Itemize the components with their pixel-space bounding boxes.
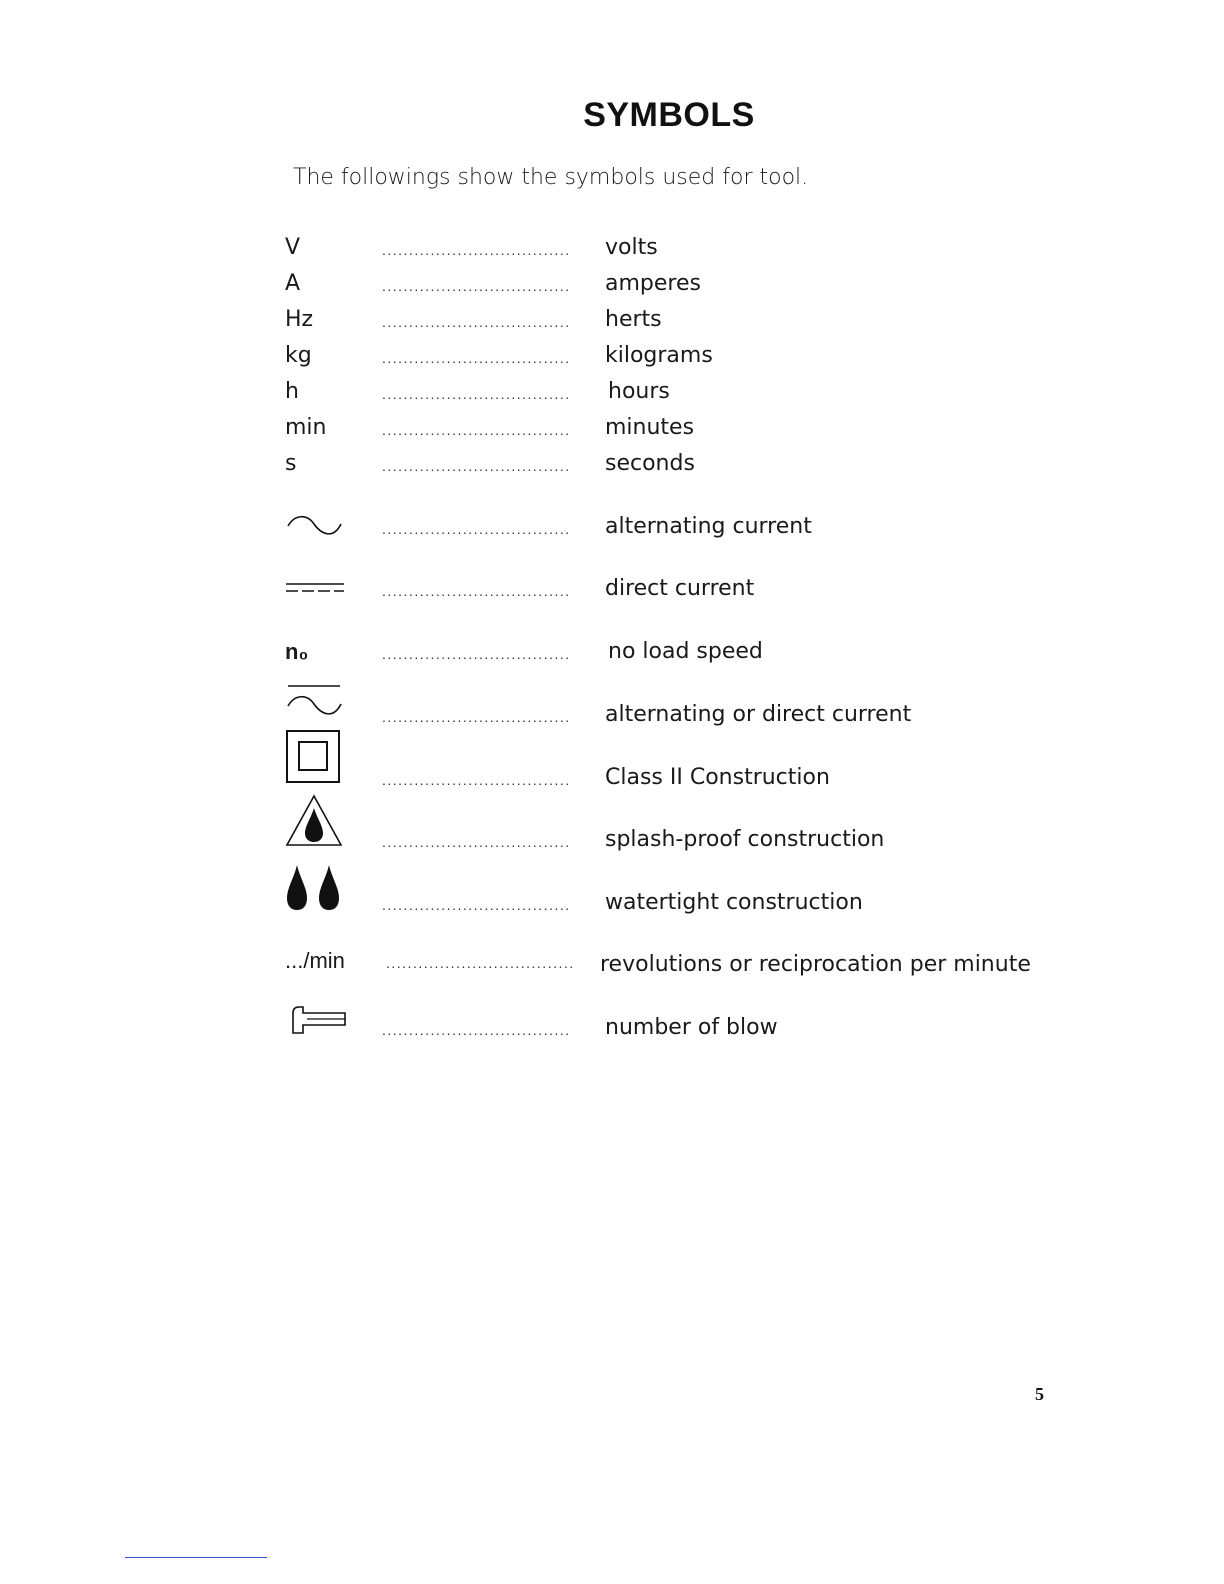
symbol-meaning: number of blow <box>605 1015 778 1040</box>
symbol-meaning: kilograms <box>605 343 713 368</box>
symbol-row-herts <box>285 305 1045 341</box>
symbol-text: h <box>285 379 299 404</box>
symbol-meaning: Class II Construction <box>605 765 830 790</box>
symbol-row-amperes <box>285 269 1045 305</box>
symbol-row-watertight <box>285 862 1045 918</box>
symbol-row-seconds <box>285 449 1045 485</box>
symbol-text: s <box>285 451 297 476</box>
symbol-meaning: direct current <box>605 576 755 601</box>
hammer-blow-icon <box>285 1003 365 1039</box>
symbol-text: kg <box>285 343 312 368</box>
symbol-meaning: splash-proof construction <box>605 827 885 852</box>
leader-dots: ................................... <box>382 897 571 913</box>
symbol-row-no-load-speed <box>285 637 1045 673</box>
symbol-row-per-minute <box>285 946 1045 982</box>
symbol-meaning: amperes <box>605 271 701 296</box>
alternating-current-icon <box>285 512 365 542</box>
leader-dots: ................................... <box>382 834 571 850</box>
symbol-meaning: hours <box>608 379 670 404</box>
symbol-row-volts <box>285 233 1045 269</box>
symbol-row-kilograms <box>285 341 1045 377</box>
splash-proof-icon <box>285 794 365 850</box>
ac-dc-icon <box>285 682 365 722</box>
symbol-row-minutes <box>285 413 1045 449</box>
leader-dots: ................................... <box>382 1022 571 1038</box>
footer-rule <box>125 1557 267 1558</box>
leader-dots: ................................... <box>382 422 571 438</box>
symbol-meaning: alternating or direct current <box>605 702 912 727</box>
class-ii-icon <box>285 729 365 785</box>
leader-dots: ................................... <box>382 709 571 725</box>
leader-dots: ................................... <box>382 521 571 537</box>
intro-text: The followings show the symbols used for tool. <box>293 165 809 190</box>
leader-dots: ................................... <box>382 772 571 788</box>
leader-dots: ................................... <box>382 314 571 330</box>
symbol-meaning: herts <box>605 307 662 332</box>
symbol-row-splash-proof <box>285 794 1045 850</box>
symbol-meaning: minutes <box>605 415 695 440</box>
symbol-meaning: volts <box>605 235 658 260</box>
symbol-row-hours <box>285 377 1045 413</box>
direct-current-icon <box>285 574 365 604</box>
symbol-text: A <box>285 271 301 296</box>
symbol-row-number-of-blow <box>285 1003 1045 1043</box>
leader-dots: ................................... <box>382 242 571 258</box>
page-number: 5 <box>1035 1384 1044 1404</box>
watertight-icon <box>285 862 365 914</box>
symbol-meaning: alternating current <box>605 514 812 539</box>
symbol-meaning: seconds <box>605 451 695 476</box>
symbol-row-ac-dc <box>285 682 1045 726</box>
symbol-meaning: revolutions or reciprocation per minute <box>600 952 1031 977</box>
leader-dots: ................................... <box>382 386 571 402</box>
symbol-text: V <box>285 235 301 260</box>
leader-dots: ................................... <box>382 350 571 366</box>
symbol-text: n₀ <box>285 639 309 664</box>
symbol-text: .../min <box>285 948 345 973</box>
symbol-row-alternating-current <box>285 512 1045 548</box>
symbol-meaning: watertight construction <box>605 890 863 915</box>
symbol-text: Hz <box>285 307 314 332</box>
leader-dots: ................................... <box>386 955 575 971</box>
leader-dots: ................................... <box>382 646 571 662</box>
symbol-text: min <box>285 415 327 440</box>
page-title: SYMBOLS <box>583 96 755 134</box>
symbol-row-class-ii <box>285 729 1045 790</box>
symbol-meaning: no load speed <box>608 639 763 664</box>
symbol-row-direct-current <box>285 574 1045 610</box>
leader-dots: ................................... <box>382 583 571 599</box>
leader-dots: ................................... <box>382 458 571 474</box>
leader-dots: ................................... <box>382 278 571 294</box>
